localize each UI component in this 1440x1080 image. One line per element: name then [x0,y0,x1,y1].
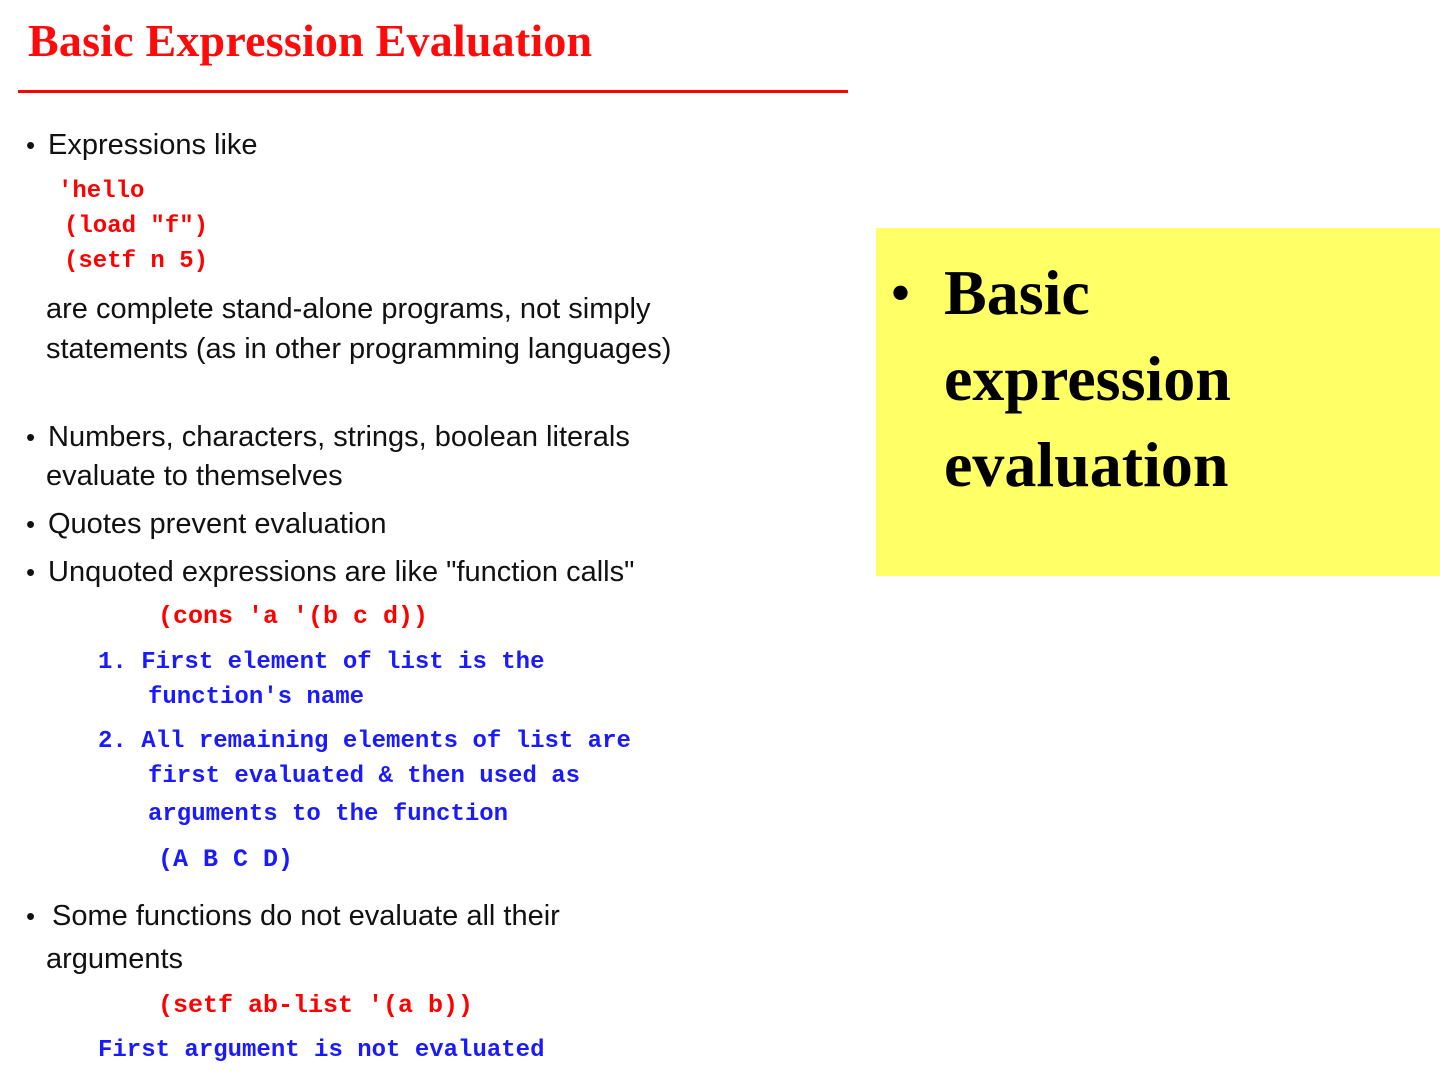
item2-line2: evaluate to themselves [46,460,343,492]
example-load: (load "f") [64,213,209,240]
example-setf: (setf n 5) [64,248,209,275]
callout-line-2: expression [944,343,1231,414]
item5-note: First argument is not evaluated [98,1037,545,1064]
example-setf-ab-list: (setf ab-list '(a b)) [158,991,474,1020]
callout-text [944,250,1424,508]
title-underline [18,90,848,93]
item1-desc-line1: are complete stand-alone programs, not simply [46,293,651,325]
callout-line-3: evaluation [944,429,1229,500]
item2-line1: Numbers, characters, strings, boolean literals [48,421,630,453]
callout-line-1: Basic [944,257,1090,328]
callout-box [876,228,1440,576]
callout-bullet: • [890,260,912,326]
bullet-2: • [26,422,36,452]
item5-line1: Some functions do not evaluate all their [52,900,560,932]
step1-line2: function's name [148,684,365,711]
step2-line3: arguments to the function [148,801,509,828]
item4-text: Unquoted expressions are like "function calls" [48,556,635,588]
bullet-3: • [26,509,36,539]
bullet-4: • [26,557,36,587]
step2-line2: first evaluated & then used as [148,763,581,790]
step1-line1: 1. First element of list is the [98,649,545,676]
example-hello: 'hello [58,178,145,205]
bullet-1: • [26,130,36,160]
slide-title: Basic Expression Evaluation [28,15,593,66]
item1-intro: Expressions like [48,129,258,161]
example-cons: (cons 'a '(b c d)) [158,602,429,631]
item3-text: Quotes prevent evaluation [48,508,387,540]
item5-line2: arguments [46,943,184,975]
result-list: (A B C D) [158,845,294,874]
bullet-5: • [26,901,36,931]
step2-line1: 2. All remaining elements of list are [98,728,631,755]
item1-desc-line2: statements (as in other programming languages) [46,333,672,365]
